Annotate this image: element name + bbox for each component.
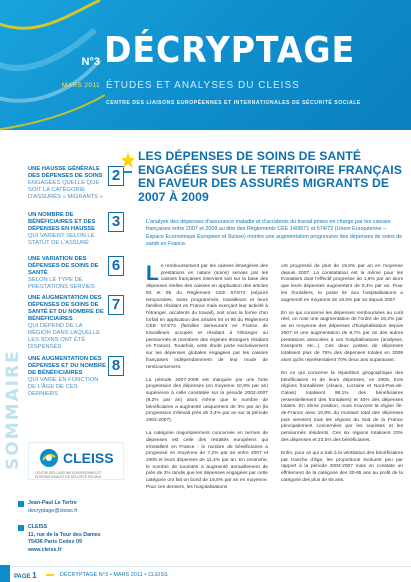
cleiss-logo-icon — [39, 448, 59, 468]
bullet-icon — [18, 525, 24, 531]
contact-name: Jean-Paul Le Tertre — [28, 500, 77, 506]
drop-cap: L — [146, 262, 159, 285]
center-name: CENTRE DES LIAISONS EUROPÉENNES ET INTERNATIONALES DE SÉCURITÉ SOCIALE — [106, 100, 361, 106]
footer-corner-decoration — [0, 565, 10, 582]
issue-number: N°3 — [81, 56, 100, 68]
toc-item-body: QUI DÉPEND DE LA RÉGION DANS LAQUELLE LES SOINS ONT ÉTÉ DISPENSÉS — [28, 323, 101, 350]
article-lead: L'analyse des dépenses d'assurance maladie et d'accidents du travail prises en charge par les caisses françaises entre 2007 et 2009 au titre des Règlements CEE 1408/71 et 574/72 (Union Européenne – Espace Economique Européen et Suisse) montre une augmentation progressive des dépenses de soins de santé en France. — [146, 219, 403, 247]
toc-item-2[interactable] — [28, 212, 124, 247]
article-column-2 — [281, 264, 403, 491]
cleiss-logo — [28, 442, 124, 480]
toc-page-number: 2 — [108, 166, 124, 186]
sidebar-summary — [0, 140, 128, 565]
summary-vertical-label: SOMMAIRE — [3, 349, 23, 470]
logo-tagline: CENTRE DES LIAISONS EUROPÉENNES ET INTERNATIONALES DE SÉCURITÉ SOCIALE — [35, 471, 102, 479]
page-indicator — [14, 571, 37, 580]
logo-name: CLEISS — [63, 450, 114, 466]
paragraph: En ce qui concerne les dépenses remboursées au coût réel, on note une augmentation de l'ordre de 16,2% par an en moyenne des dépenses d'hospitalisation depuis 2007 et une augmentation de 8,7% par an des autres prestations associées à ces hospitalisations (analyses, transports etc...). Ces deux postes de dépenses totalisent plus de 75% des dépenses totales en 2009 alors qu'ils représentaient 70% deux ans auparavant. — [281, 310, 403, 363]
org-name: CLEISS — [28, 524, 48, 530]
paragraph: La catégorie majoritairement concernée en termes de dépenses est celle des retraités européens qui s'installent en France : le nombre de bénéficiaires a progressé en moyenne de 7,2% par an entre 2007 et 2009 et leurs dépenses de 11,4% par an. En revanche, le nombre de touristes a augmenté annuellement de près de 2% tandis que les dépenses engagées par cette catégorie ont fait un bond de 16,5% par an en moyenne. Pour ces derniers, les hospitalisations — [146, 431, 268, 490]
contact-person — [28, 500, 124, 515]
toc-item-head: UNE VARIATION DES DÉPENSES DE SOINS DE SANTÉ — [28, 256, 99, 276]
header-banner — [0, 0, 411, 130]
article-title: LES DÉPENSES DE SOINS DE SANTÉ ENGAGÉES SUR LE TERRITOIRE FRANÇAIS EN FAVEUR DES ASSURÉS MIGRANTS DE 2007 À 2009 — [138, 149, 402, 204]
toc-item-1[interactable] — [28, 166, 124, 201]
toc-item-4[interactable] — [28, 295, 124, 351]
article-column-1 — [146, 264, 268, 498]
toc-item-head: UN NOMBRE DE BÉNÉFICIAIRES ET DES DÉPENSES EN HAUSSE — [28, 212, 96, 232]
toc-item-body: SELON LE TYPE DE PRESTATIONS SERVIES — [28, 277, 95, 290]
paragraph: ont progressé de plus de 18,5% par an en moyenne depuis 2007. La constatation est la même pour les frontaliers dont l'effectif progresse de 1,6% par an alors que leurs dépenses augmentent de 8,4% par an. Pour les frontaliers, le poste lié aux hospitalisations a augmenté en moyenne de 16,5% par an depuis 2007. — [281, 264, 403, 303]
contact-organization — [28, 524, 124, 554]
paragraph: Enfin, pour ce qui a trait à la ventilation des bénéficiaires par tranche d'âge, les proportions évoluent peu par rapport à la période 2002-2007 mais on constate un effritement de la catégorie des 20-65 ans au profit de la catégorie des plus de 65 ans. — [281, 451, 403, 483]
toc-item-5[interactable] — [28, 356, 124, 398]
toc-item-head: UNE HAUSSE GÉNÉRALE DES DÉPENSES DE SOINS — [28, 166, 103, 179]
org-address-line1: 11, rue de la Tour des Dames — [28, 531, 101, 538]
page-footer — [0, 566, 411, 582]
page-label: PAGE — [14, 574, 31, 580]
issue-date: MARS 2011 — [61, 82, 100, 89]
toc-page-number: 8 — [108, 356, 124, 376]
toc-page-number: 3 — [108, 212, 124, 232]
contact-email[interactable]: decryptage@cleiss.fr — [28, 507, 78, 514]
footer-info: DÉCRYPTAGE N°3 • MARS 2011 • CLEISS — [60, 572, 168, 578]
article-header — [138, 150, 406, 204]
paragraph: La période 2007-2009 est marquée par une forte progression des dépenses (en moyenne 10,9% par an) supérieure à celle constatée sur la période 2002-2007 (8,2% par an) alors même que le nombre de bénéficiaires a augmenté uniquement de 3% par an (la progression s'élevait près de 3,4% par an sur la période 2002-2007). — [146, 377, 268, 423]
toc-item-head: UNE AUGMENTATION DES DÉPENSES ET DU NOMBRE DE BÉNÉFICIAIRES — [28, 356, 106, 376]
toc-page-number: 6 — [108, 256, 124, 276]
publication-subtitle: ÉTUDES ET ANALYSES DU CLEISS — [106, 80, 300, 91]
publication-title: DÉCRYPTAGE — [104, 30, 356, 71]
toc-page-number: 7 — [108, 295, 124, 315]
paragraph: Le remboursement par les caisses étrangères des prestations en nature (soins) servies par les caisses françaises intervient soit sur la base des dépenses réelles des caisses en application des articles 93 et 95 du Règlement CEE 574/72 (séjours temporaires, soins programmés, travailleurs et leurs familles résidant en France mais exerçant leur activité à l'étranger, accidents du travail), soit sous la forme d'un forfait en application des articles 94 et 95 du Règlement CEE 574/72 (familles demeurant en France de travailleurs occupés et résidant à l'étranger ou pensionnés et membres des régimes étrangers résidant en France). Toutefois, cette étude porte exclusivement sur les dépenses globales engagées par les caisses françaises indépendamment de leur mode de remboursement. — [146, 262, 268, 370]
bullet-icon — [18, 501, 24, 507]
page-number: 1 — [32, 571, 37, 580]
footer-separator — [46, 574, 54, 576]
paragraph: En ce qui concerne la répartition géographique des bénéficiaires et de leurs dépenses, en 2009, trois régions frontalières (Alsace, Lorraine et Nord-Pas-de-Calais) totalisent 98,1% des bénéficiaires (essentiellement des frontaliers) et 40% des dépenses totales. En 2ème position, nous trouvons la région Île-de-France avec 10,9% du montant total des dépenses puis viennent tous les régions du Sud de la France principalement concernées par les touristes et les pensionnés résidents. Ces six régions totalisent 33% des dépenses et 23,5% des bénéficiaires. — [281, 370, 403, 443]
org-address-line2: 75436 Paris Cedex 09 — [28, 539, 82, 545]
toc-item-head: UNE AUGMENTATION DES DÉPENSES DE SOINS DE SANTÉ ET DU NOMBRE DE BÉNÉFICIAIRES — [28, 295, 104, 322]
toc-item-body: ENGAGÉES QUELLE QUE SOIT LA CATÉGORIE D'ASSURÉS « MIGRANTS » — [28, 180, 103, 200]
toc-item-body: QUI VARIE EN FONCTION DE L'ÂGE DE CES DERNIERS — [28, 377, 99, 397]
star-bullet-icon — [120, 150, 136, 180]
toc-item-body: QUI VARIENT SELON LE STATUT DE L'ASSURÉ — [28, 233, 95, 246]
toc-item-3[interactable] — [28, 256, 124, 291]
org-website[interactable]: www.cleiss.fr — [28, 546, 62, 553]
